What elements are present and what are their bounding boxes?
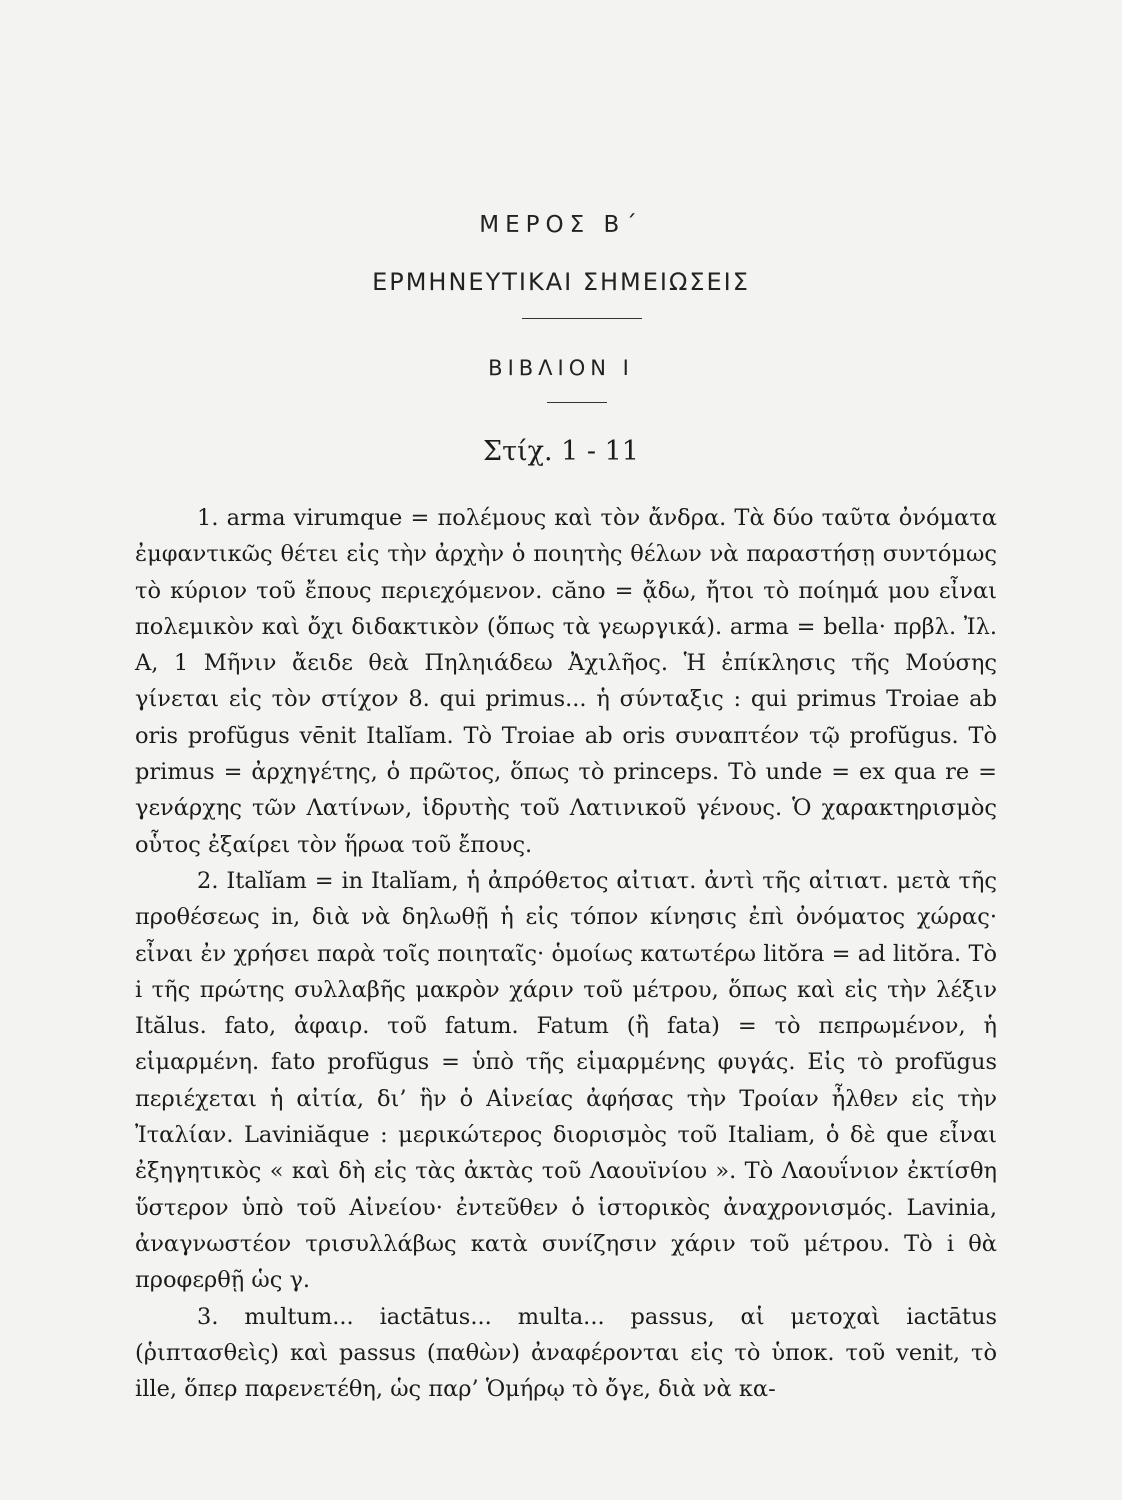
commentary-body <box>135 500 997 1407</box>
commentary-paragraph-1: 1. arma virumque = πολέμους καὶ τὸν ἄνδρα. Τὰ δύο ταῦτα ὀνόματα ἐμφαντικῶς θέτει εἰς τὴν ἀρχὴν ὁ ποιητὴς θέλων νὰ παραστήσῃ συντόμως τὸ κύριον τοῦ ἔπους περιεχόμενον. căno = ᾄδω, ἤτοι τὸ ποίημά μου εἶναι πολεμικὸν καὶ ὄχι διδακτικὸν (ὅπως τὰ γεωργικά). arma = bella· πρβλ. Ἰλ. Α, 1 Μῆνιν ἄειδε θεὰ Πηληιάδεω Ἀχιλῆος. Ἡ ἐπίκλησις τῆς Μούσης γίνεται εἰς τὸν στίχον 8. qui primus... ἡ σύνταξις : qui primus Troiae ab oris profŭgus vēnit Italĭam. Τὸ Troiae ab oris συναπτέον τῷ profŭgus. Τὸ primus = ἀρχηγέτης, ὁ πρῶτος, ὅπως τὸ princeps. Τὸ unde = ex qua re = γενάρχης τῶν Λατίνων, ἱδρυτὴς τοῦ Λατινικοῦ γένους. Ὁ χαρακτηρισμὸς οὗτος ἐξαίρει τὸν ἥρωα τοῦ ἔπους. <box>135 505 997 858</box>
divider-rule-short <box>547 402 607 403</box>
section-title: ΕΡΜΗΝΕΥΤΙΚΑΙ ΣΗΜΕΙΩΣΕΙΣ <box>372 268 750 296</box>
commentary-paragraph-2: 2. Italĭam = in Italĭam, ἡ ἀπρόθετος αἰτιατ. ἀντὶ τῆς αἰτιατ. μετὰ τῆς προθέσεως in, διὰ νὰ δηλωθῇ ἡ εἰς τόπον κίνησις ἐπὶ ὀνόματος χώρας· εἶναι ἐν χρήσει παρὰ τοῖς ποιηταῖς· ὁμοίως κατωτέρω litŏra = ad litŏra. Τὸ i τῆς πρώτης συλλαβῆς μακρὸν χάριν τοῦ μέτρου, ὅπως καὶ εἰς τὴν λέξιν Itălus. fato, ἀφαιρ. τοῦ fatum. Fatum (ἢ fata) = τὸ πεπρωμένον, ἡ εἱμαρμένη. fato profŭgus = ὑπὸ τῆς εἱμαρμένης φυγάς. Εἰς τὸ profŭgus περιέχεται ἡ αἰτία, δι’ ἣν ὁ Αἰνείας ἀφήσας τὴν Τροίαν ἦλθεν εἰς τὴν Ἰταλίαν. Laviniăque : μερικώτερος διορισμὸς τοῦ Italiam, ὁ δὲ que εἶναι ἐξηγητικὸς « καὶ δὴ εἰς τὰς ἀκτὰς τοῦ Λαουϊνίου ». Τὸ Λαουΐνιον ἐκτίσθη ὕστερον ὑπὸ τοῦ Αἰνείου· ἐντεῦθεν ὁ ἱστορικὸς ἀναχρονισμός. Lavinia, ἀναγνωστέον τρισυλλάβως κατὰ συνίζησιν χάριν τοῦ μέτρου. Τὸ i θὰ προφερθῇ ὡς γ. <box>135 867 997 1294</box>
lines-heading: Στίχ. 1 - 11 <box>483 436 639 467</box>
commentary-paragraph-3: 3. multum... iactātus... multa... passus, αἱ μετοχαὶ iactātus (ῥιπτασθεὶς) καὶ passus (παθὼν) ἀναφέρονται εἰς τὸ ὑποκ. τοῦ venit, τὸ ille, ὅπερ παρενετέθη, ὡς παρ’ Ὁμήρῳ τὸ ὄγε, διὰ νὰ κα- <box>135 1303 997 1403</box>
part-heading: ΜΕΡΟΣ Β΄ <box>479 212 643 238</box>
book-heading: ΒΙΒΛΙΟΝ I <box>488 356 634 380</box>
divider-rule <box>522 318 642 319</box>
